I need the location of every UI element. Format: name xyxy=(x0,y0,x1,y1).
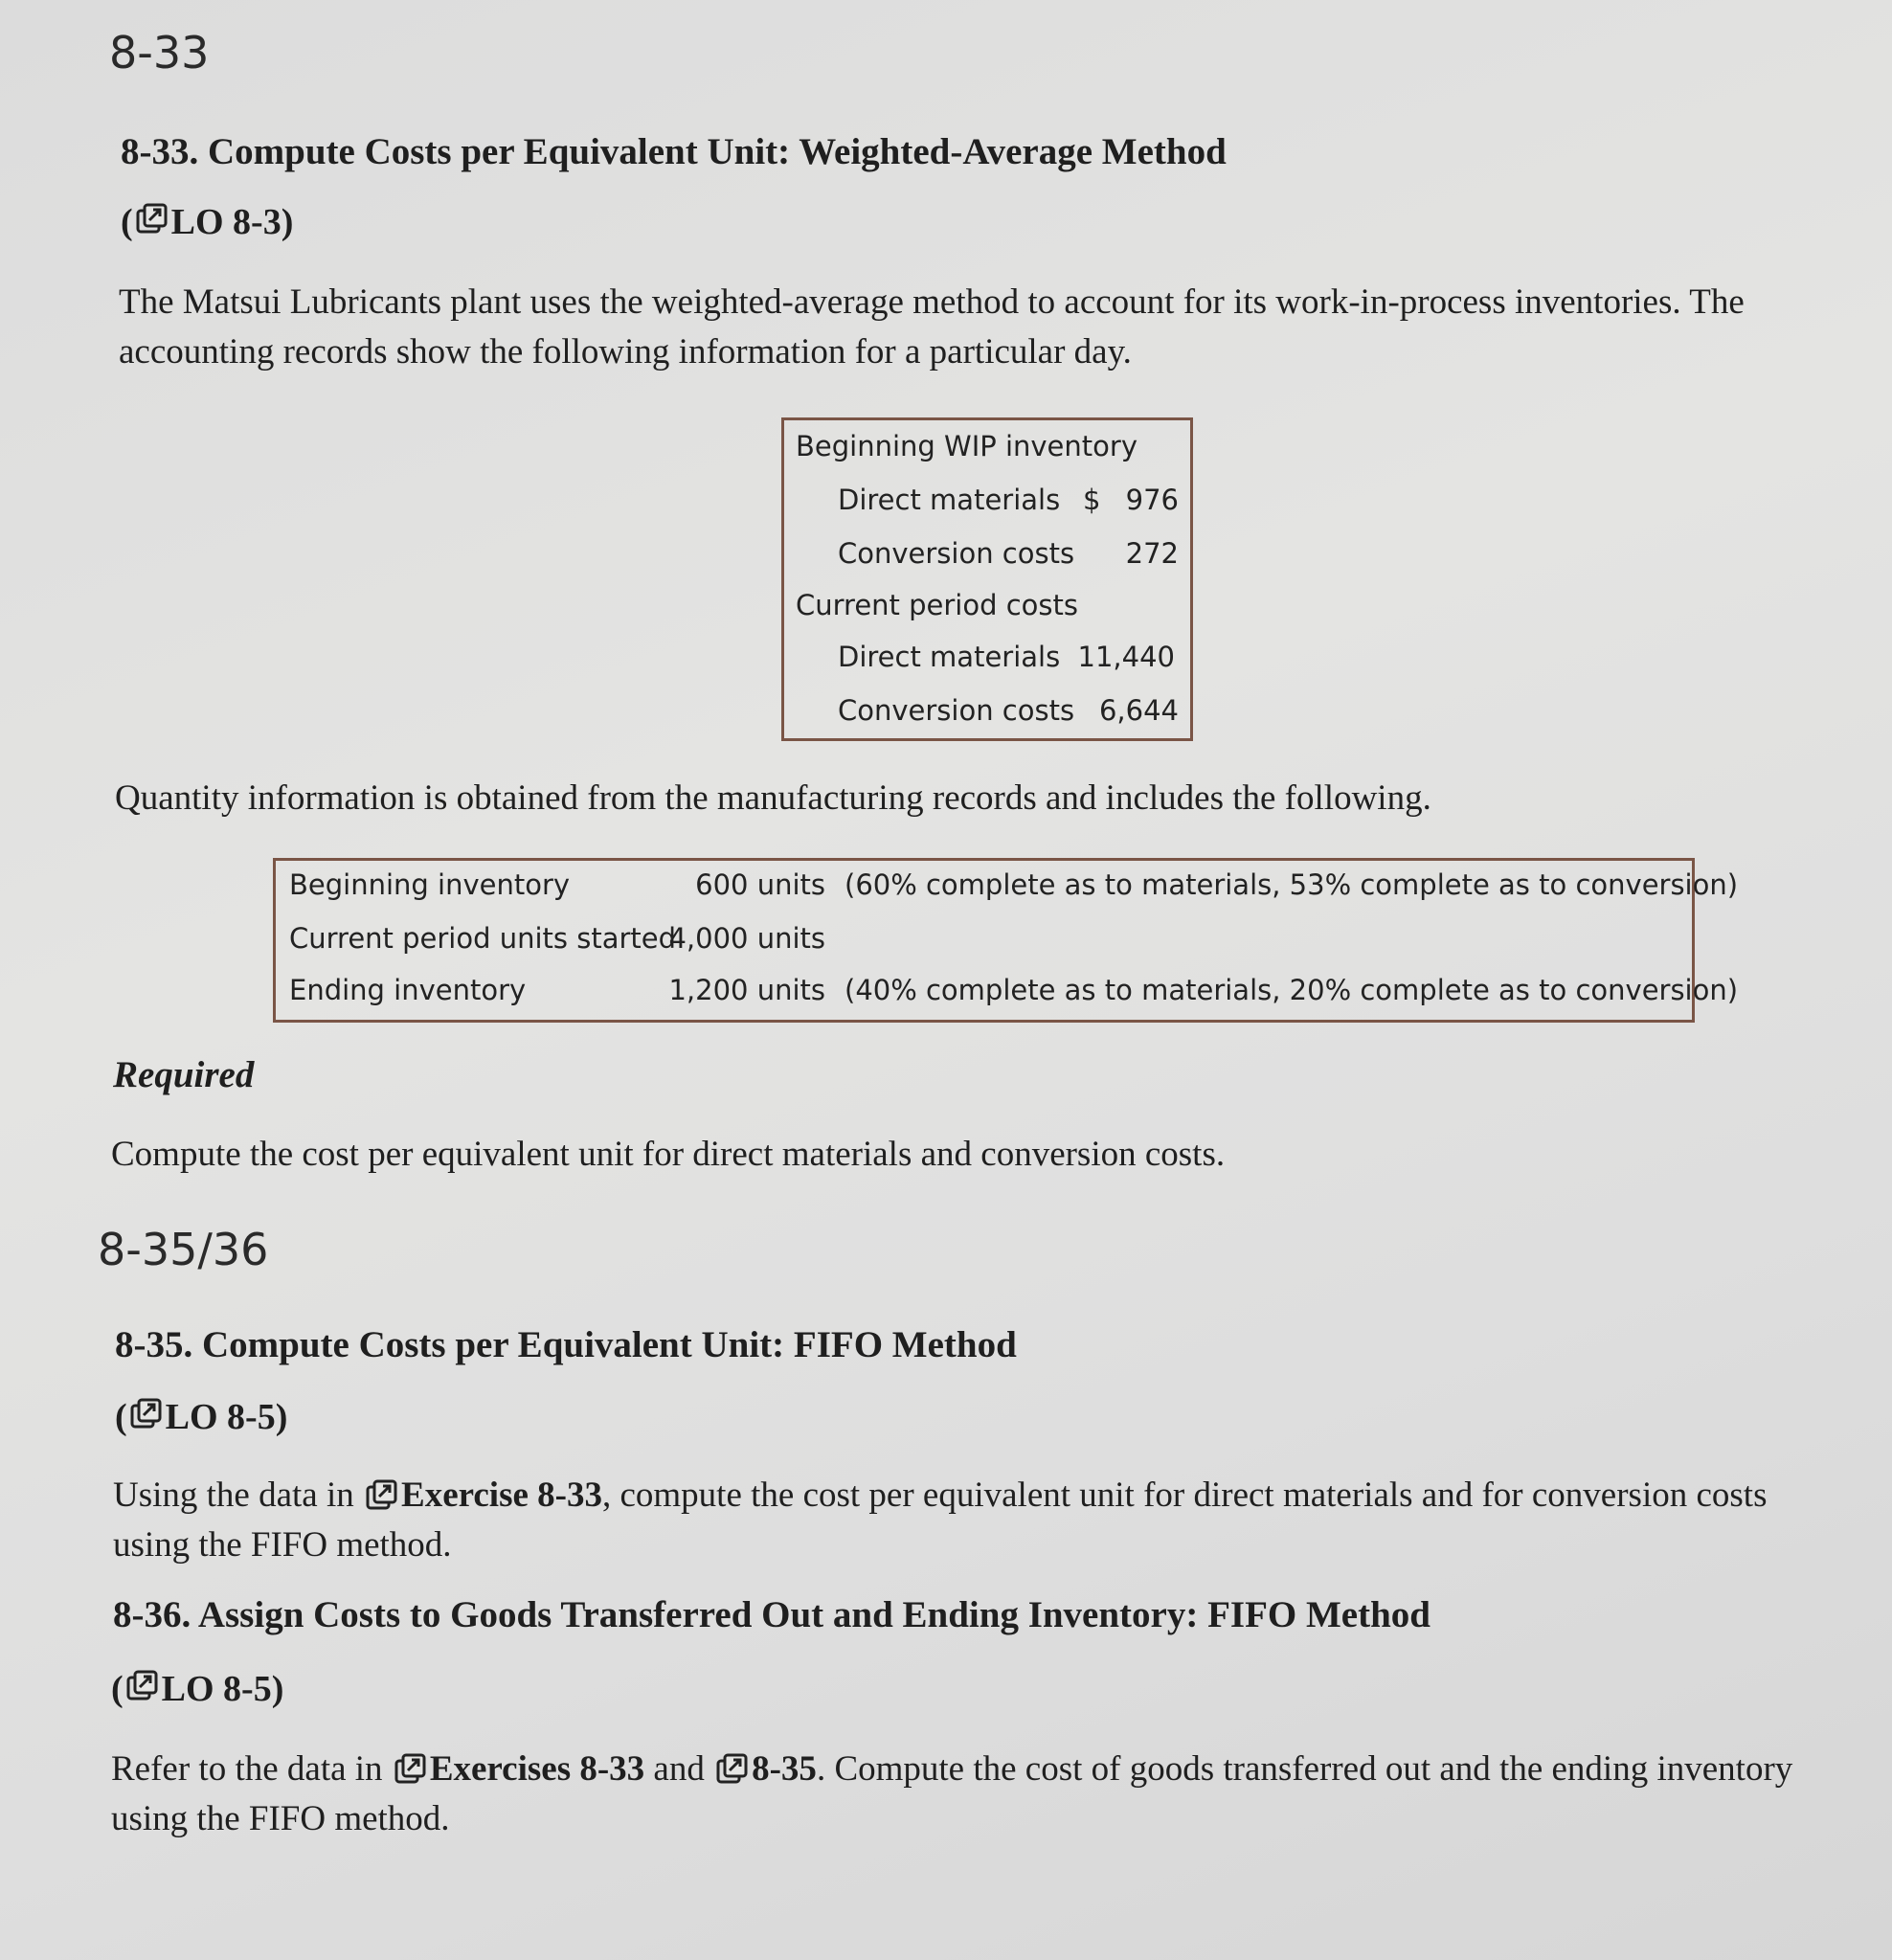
external-link-icon xyxy=(125,1670,158,1702)
quantity-label: Beginning inventory xyxy=(289,868,571,901)
cp-cc-value: 6,644 xyxy=(1098,694,1179,727)
section-number-8-33: 8-33 xyxy=(109,27,210,79)
quantity-units: 600 units xyxy=(695,868,825,901)
quantity-label: Current period units started xyxy=(289,922,677,955)
bw-dm-value: 976 xyxy=(1125,484,1179,516)
lo-8-5-link-2[interactable] xyxy=(111,1668,283,1710)
currency-symbol: $ xyxy=(1083,484,1101,516)
bw-dm-label: Direct materials xyxy=(838,484,1061,516)
quantity-row-ending xyxy=(276,974,1739,1012)
quantity-row-beginning xyxy=(276,868,1739,907)
bw-cc-label: Conversion costs xyxy=(838,537,1075,570)
external-link-icon xyxy=(715,1753,748,1786)
beginning-wip-header: Beginning WIP inventory xyxy=(796,430,1137,462)
section-number-8-35-36: 8-35/36 xyxy=(98,1224,269,1275)
ex35-text-a: Using the data in xyxy=(113,1476,354,1515)
lo-8-3-link[interactable] xyxy=(121,201,293,243)
exercise-8-35-title: 8-35. Compute Costs per Equivalent Unit: FIFO Method xyxy=(115,1324,1017,1365)
bw-conversion-costs-row xyxy=(784,537,1190,575)
ex36-text-a: Refer to the data in xyxy=(111,1749,383,1789)
ex35-text-b: , compute the cost per equivalent unit for direct materials and for conversion costs xyxy=(601,1476,1768,1515)
external-link-icon xyxy=(365,1479,397,1512)
required-label: Required xyxy=(113,1054,255,1095)
exercise-8-36-title: 8-36. Assign Costs to Goods Transferred Out and Ending Inventory: FIFO Method xyxy=(113,1594,1430,1635)
exercise-8-35-link[interactable]: 8-35 xyxy=(752,1749,817,1789)
current-period-header-row xyxy=(784,589,1190,627)
lo-open-paren: ( xyxy=(115,1397,127,1437)
external-link-icon xyxy=(129,1398,162,1431)
intro-line-2: accounting records show the following information for a particular day. xyxy=(119,332,1132,372)
quantity-row-started xyxy=(276,922,1692,960)
ex36-text-b: . Compute the cost of goods transferred out and the ending inventory xyxy=(816,1749,1793,1789)
ex35-line-2: using the FIFO method. xyxy=(113,1525,452,1565)
cp-dm-label: Direct materials xyxy=(838,641,1061,673)
exercise-8-33-link[interactable]: Exercise 8-33 xyxy=(401,1476,602,1515)
quantity-note: (60% complete as to materials, 53% complete as to conversion) xyxy=(845,868,1739,901)
quantity-table xyxy=(273,858,1739,1023)
quantity-note: (40% complete as to materials, 20% complete as to conversion) xyxy=(845,974,1739,1006)
cp-direct-materials-row xyxy=(784,641,1190,679)
lo-open-paren: ( xyxy=(121,202,133,242)
required-text: Compute the cost per equivalent unit for direct materials and conversion costs. xyxy=(111,1135,1226,1174)
quantity-intro: Quantity information is obtained from the manufacturing records and includes the following. xyxy=(115,778,1431,818)
intro-paragraph xyxy=(119,278,1766,377)
quantity-units: 1,200 units xyxy=(668,974,825,1006)
cp-cc-label: Conversion costs xyxy=(838,694,1075,727)
ex36-line-1 xyxy=(111,1745,1796,1794)
quantity-label: Ending inventory xyxy=(289,974,527,1006)
cost-table xyxy=(781,417,1193,741)
ex36-line-2: using the FIFO method. xyxy=(111,1799,450,1838)
lo-8-5-link[interactable] xyxy=(115,1396,287,1438)
cp-conversion-costs-row xyxy=(784,694,1190,732)
current-period-header: Current period costs xyxy=(796,589,1079,621)
external-link-icon xyxy=(394,1753,426,1786)
lo-label: LO 8-5) xyxy=(161,1669,284,1709)
lo-label: LO 8-5) xyxy=(165,1397,288,1437)
intro-line-1: The Matsui Lubricants plant uses the weighted-average method to account for its work-in-process inventories. The xyxy=(119,282,1745,322)
ex36-text-and: and xyxy=(644,1749,714,1789)
external-link-icon xyxy=(135,203,168,236)
quantity-units: 4,000 units xyxy=(668,922,825,955)
bw-cc-value: 272 xyxy=(1125,537,1179,570)
lo-open-paren: ( xyxy=(111,1669,124,1709)
exercise-8-33-title: 8-33. Compute Costs per Equivalent Unit: Weighted-Average Method xyxy=(121,131,1227,172)
exercises-8-33-link[interactable]: Exercises 8-33 xyxy=(429,1749,645,1789)
cp-dm-value: 11,440 xyxy=(1077,641,1175,673)
bw-direct-materials-row xyxy=(784,484,1190,522)
beginning-wip-header-row xyxy=(784,430,1190,468)
exercise-8-35-text xyxy=(113,1471,1779,1570)
exercise-8-36-text xyxy=(111,1745,1796,1844)
ex35-line-1 xyxy=(113,1471,1779,1521)
lo-label: LO 8-3) xyxy=(170,202,294,242)
